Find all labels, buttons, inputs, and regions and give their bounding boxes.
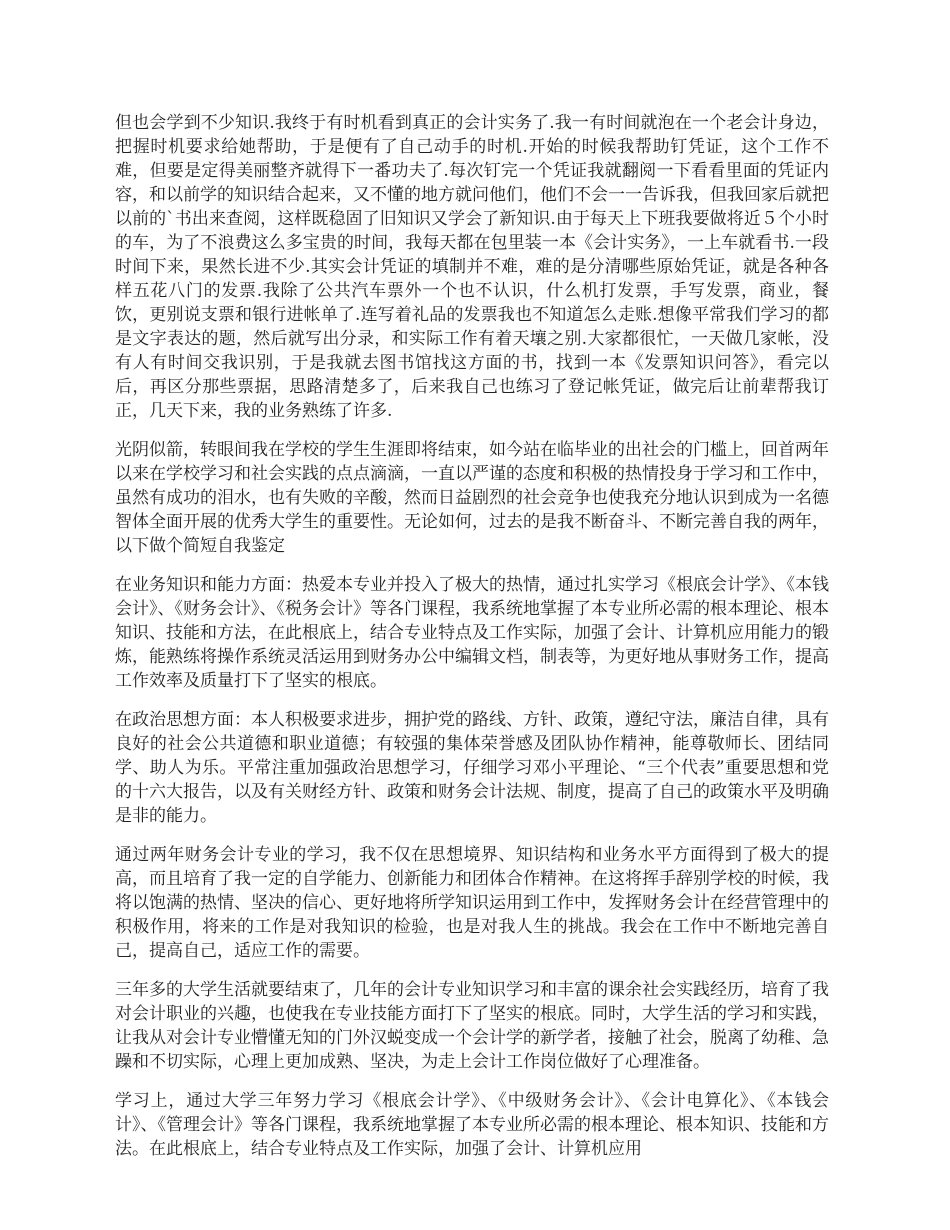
paragraph-study-summary: 通过两年财务会计专业的学习，我不仅在思想境界、知识结构和业务水平方面得到了极大的提高，而且培育了我一定的自学能力、创新能力和团体合作精神。在这将挥手辞别学校的时候，我将以饱满的热情、坚决的信心、更好地将所学知识运用到工作中，发挥财务会计在经营管理中的积极作用，将来的工作是对我知识的检验，也是对我人生的挑战。我会在工作中不断地完善自己，提高自己，适应工作的需要。 bbox=[115, 845, 829, 961]
paragraph-study-courses: 学习上，通过大学三年努力学习《根底会计学》、《中级财务会计》、《会计电算化》、《本钱会计》、《管理会计》等各门课程，我系统地掌握了本专业所必需的根本理论、根本知识、技能和方法。在此根底上，结合专业特点及工作实际，加强了会计、计算机应用 bbox=[115, 1091, 829, 1159]
paragraph-graduation-intro: 光阴似箭，转眼间我在学校的学生生涯即将结束，如今站在临毕业的出社会的门槛上，回首两年以来在学校学习和社会实践的点点滴滴，一直以严谨的态度和积极的热情投身于学习和工作中，虽然有成功的泪水，也有失败的辛酸，然而日益剧烈的社会竞争也使我充分地认识到成为一名德智体全面开展的优秀大学生的重要性。无论如何，过去的是我不断奋斗、不断完善自我的两年，以下做个简短自我鉴定 bbox=[115, 440, 829, 556]
document-body bbox=[115, 111, 829, 1176]
paragraph-college-life: 三年多的大学生活就要结束了，几年的会计专业知识学习和丰富的课余社会实践经历，培育了我对会计职业的兴趣，也使我在专业技能方面打下了坚实的根底。同时，大学生活的学习和实践，让我从对会计专业懵懂无知的门外汉蜕变成一个会计学的新学者，接触了社会，脱离了幼稚、急躁和不切实际，心理上更加成熟、坚决，为走上会计工作岗位做好了心理准备。 bbox=[115, 980, 829, 1072]
paragraph-political-thought: 在政治思想方面：本人积极要求进步，拥护党的路线、方针、政策，遵纪守法，廉洁自律，具有良好的社会公共道德和职业道德；有较强的集体荣誉感及团队协作精神，能尊敬师长、团结同学、助人为乐。平常注重加强政治思想学习，仔细学习邓小平理论、“三个代表”重要思想和党的十六大报告，以及有关财经方针、政策和财务会计法规、制度，提高了自己的政策水平及明确是非的能力。 bbox=[115, 710, 829, 826]
paragraph-professional-skills: 在业务知识和能力方面：热爱本专业并投入了极大的热情，通过扎实学习《根底会计学》、《本钱会计》、《财务会计》、《税务会计》等各门课程，我系统地掌握了本专业所必需的根本理论、根本知识、技能和方法，在此根底上，结合专业特点及工作实际，加强了会计、计算机应用能力的锻炼，能熟练将操作系统灵活运用到财务办公中编辑文档，制表等，为更好地从事财务工作，提高工作效率及质量打下了坚实的根底。 bbox=[115, 575, 829, 691]
paragraph-accounting-practice: 但也会学到不少知识.我终于有时机看到真正的会计实务了.我一有时间就泡在一个老会计身边，把握时机要求给她帮助，于是便有了自己动手的时机.开始的时候我帮助钉凭证，这个工作不难，但要是定得美丽整齐就得下一番功夫了.每次钉完一个凭证我就翻阅一下看看里面的凭证内容，和以前学的知识结合起来，又不懂的地方就问他们，他们不会一一告诉我，但我回家后就把以前的`书出来查阅，这样既稳固了旧知识又学会了新知识.由于每天上下班我要做将近５个小时的车，为了不浪费这么多宝贵的时间，我每天都在包里装一本《会计实务》，一上车就看书.一段时间下来，果然长进不少.其实会计凭证的填制并不难，难的是分清哪些原始凭证，就是各种各样五花八门的发票.我除了公共汽车票外一个也不认识，什么机打发票，手写发票，商业，餐饮，更别说支票和银行进帐单了.连写着礼品的发票我也不知道怎么走账.想像平常我们学习的都是文字表达的题，然后就写出分录，和实际工作有着天壤之别.大家都很忙，一天做几家帐，没有人有时间交我识别，于是我就去图书馆找这方面的书，找到一本《发票知识问答》，看完以后，再区分那些票据，思路清楚多了，后来我自己也练习了登记帐凭证，做完后让前辈帮我订正，几天下来，我的业务熟练了许多. bbox=[115, 113, 829, 421]
